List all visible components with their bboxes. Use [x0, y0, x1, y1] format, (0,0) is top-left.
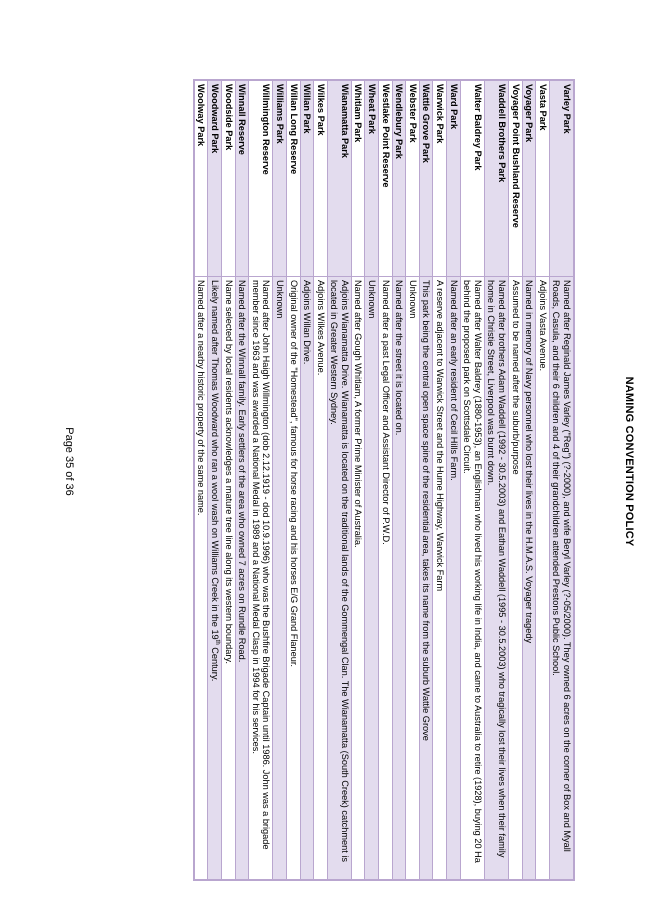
park-description: Named after Walter Baldrey (1880-1953), an Englishman who lived his working life in India, and came to Australia to retire (1928), buying 20 Ha behind the proposed park on Scottsdale Circuit. — [460, 277, 484, 880]
park-description: Named after Gough Whitlam, A former Prime Minister of Australia. — [351, 277, 365, 880]
table-row — [300, 81, 314, 880]
park-name: Willmington Reserve — [249, 81, 273, 277]
table-row — [522, 81, 536, 880]
park-description: Adjoins Wianamatta Drive. Wianamatta is located on the traditional lands of the Gommengal Clan. The Wianamatta (South Creek) catchment is located in Greater Western Sydney. — [327, 277, 351, 880]
table-row — [549, 81, 573, 880]
park-name: Vasta Park — [536, 81, 550, 277]
table-row — [351, 81, 365, 880]
park-name: Westlake Point Reserve — [379, 81, 393, 277]
description-text-end: Century. — [209, 644, 220, 682]
table-row — [406, 81, 420, 880]
table-row — [273, 81, 287, 880]
park-name: Wendlebury Park — [392, 81, 406, 277]
park-name: Voyager Point Bushland Reserve — [509, 81, 523, 277]
park-description: Name selected by local residents acknowledges a mature tree line along its western boundary. — [221, 277, 235, 880]
park-description: Named after the street it is located on. — [392, 277, 406, 880]
table-row — [314, 81, 328, 880]
park-name: Walter Baldrey Park — [460, 81, 484, 277]
park-name: Willan Long Reserve — [286, 81, 300, 277]
park-description: Adjoins Vasta Avenue. — [536, 277, 550, 880]
table-row — [208, 81, 222, 880]
table-row — [392, 81, 406, 880]
park-name: Voyager Park — [522, 81, 536, 277]
table-row — [194, 81, 208, 880]
park-description: Named after an early resident of Cecil Hills Farm. — [447, 277, 461, 880]
park-description: Adjoins Wilkes Avenue. — [314, 277, 328, 880]
park-description: Unknown — [406, 277, 420, 880]
description-text: Likely named after Thomas Woodward who ran a wool wash on Williams Creek in the 19 — [209, 280, 220, 640]
park-description: A reserve adjacent to Warwick Street and the Hume Highway, Warwick Farm — [433, 277, 447, 880]
table-row — [536, 81, 550, 880]
table-row — [235, 81, 249, 880]
park-name: Wilkes Park — [314, 81, 328, 277]
park-name: Woolway Park — [194, 81, 208, 277]
park-description: Named after brothers Adam Waddell (1992 - 30.5.2003) and Eathan Waddell (1995 - 30.5.2003) who tragically lost their lives when their family home in Christie Street, Liverpool was burnt down. — [484, 277, 508, 880]
park-name: Wattle Grove Park — [419, 81, 433, 277]
park-description: This park being the central open space spine of the residential area, takes its name from the suburb Wattle Grove — [419, 277, 433, 880]
table-row — [327, 81, 351, 880]
park-description: Adjoins Willan Drive. — [300, 277, 314, 880]
park-description: Unknown — [273, 277, 287, 880]
park-description: Named after Reginald James Varley ("Reg") (?-2000), and wife Beryl Varley (?-05/2000). They owned 6 acres on the corner of Box and Myall Roads, Casula, and their 6 children and 4 of their grandchildren attended Prestons Public School. — [549, 277, 573, 880]
table-row — [433, 81, 447, 880]
park-name: Willan Park — [300, 81, 314, 277]
table-row — [460, 81, 484, 880]
park-name: Williams Park — [273, 81, 287, 277]
table-row — [484, 81, 508, 880]
park-name: Webster Park — [406, 81, 420, 277]
park-name: Wianamatta Park — [327, 81, 351, 277]
table-row — [286, 81, 300, 880]
park-description: Assumed to be named after the suburb/purpose — [509, 277, 523, 880]
park-description: Named after John Haigh Willmington (dob 2.12.1919 - dod 10.9.1996) who was the Bushfire Brigade Captain until 1986. John was a brigade member since 1963 and was awarded a National Medal in 1989 and a National Medal Clasp in 1994 for his services. — [249, 277, 273, 880]
park-name: Woodside Park — [221, 81, 235, 277]
table-row — [509, 81, 523, 880]
table-row — [419, 81, 433, 880]
page-title: NAMING CONVENTION POLICY — [623, 376, 635, 547]
park-name: Varley Park — [549, 81, 573, 277]
park-name: Ward Park — [447, 81, 461, 277]
table-row — [379, 81, 393, 880]
naming-table — [193, 79, 575, 881]
park-name: Woodward Park — [208, 81, 222, 277]
table-row — [249, 81, 273, 880]
park-description: Named after a past Legal Officer and Assistant Director of P.W.D. — [379, 277, 393, 880]
park-description: Named in memory of Navy personnel who lost their lives in the H.M.A.S. Voyager tragedy — [522, 277, 536, 880]
park-name: Wheat Park — [365, 81, 379, 277]
table-row — [221, 81, 235, 880]
park-description: Unknown — [365, 277, 379, 880]
table-row — [365, 81, 379, 880]
park-description: Named after a nearby historic property of the same name. — [194, 277, 208, 880]
park-description: Named after the Winnall family. Early settlers of the area who owned 7 acres on Rundle Road. — [235, 277, 249, 880]
page-number: Page 35 of 36 — [63, 427, 75, 496]
park-name: Waddell Brothers Park — [484, 81, 508, 277]
park-name: Winnall Reserve — [235, 81, 249, 277]
park-name: Warwick Park — [433, 81, 447, 277]
park-name: Whitlam Park — [351, 81, 365, 277]
ordinal-superscript: th — [214, 639, 221, 645]
park-description — [208, 277, 222, 880]
table-row — [447, 81, 461, 880]
park-description: Original owner of the "Homestead", famous for horse racing and his horses E/G Grand Flaneur. — [286, 277, 300, 880]
